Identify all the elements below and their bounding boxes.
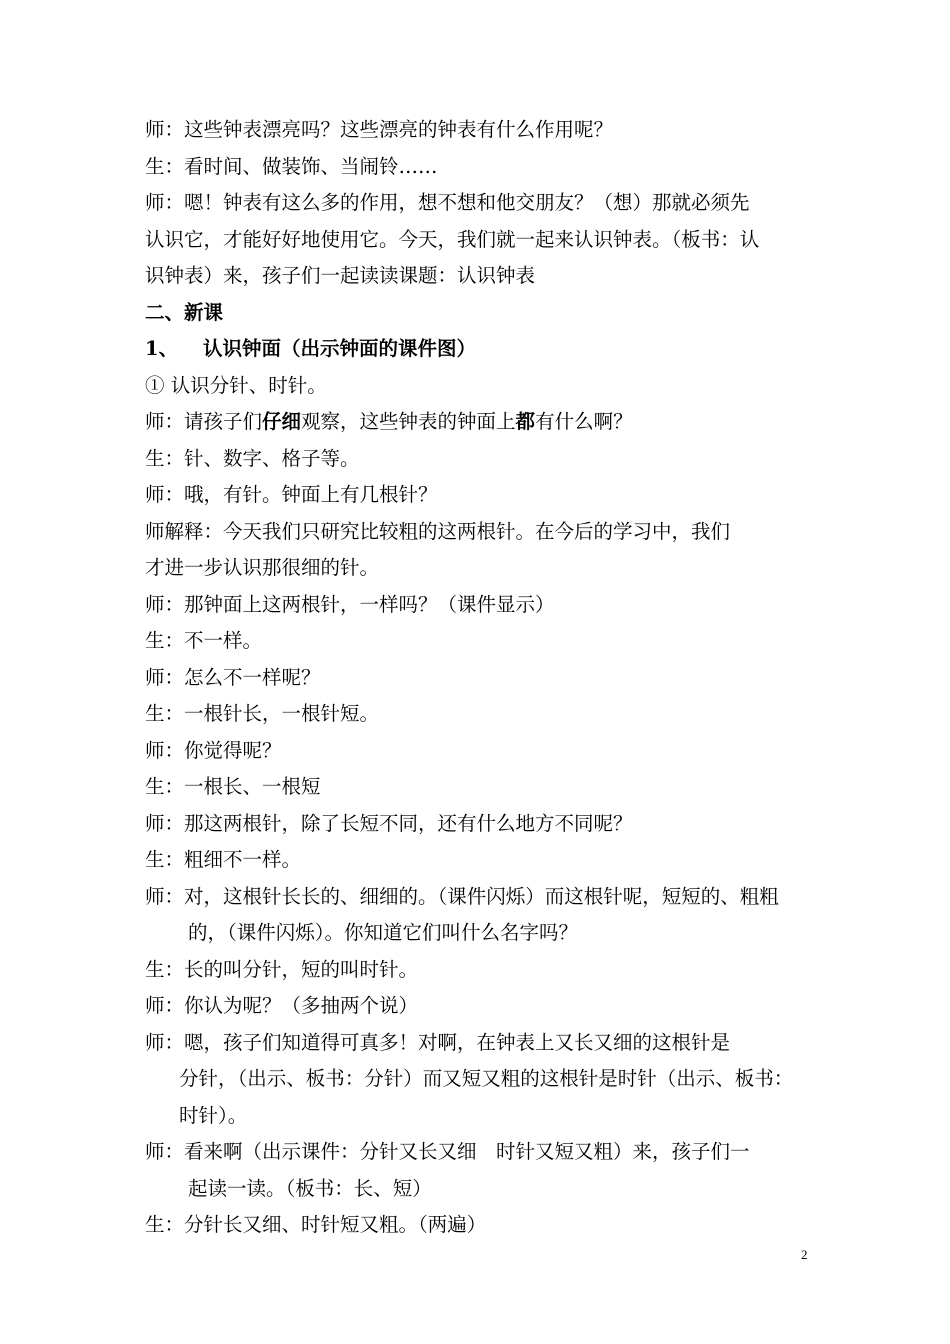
dialogue-line: 师：你认为呢？（多抽两个说） bbox=[145, 994, 419, 1017]
dialogue-line: 生：长的叫分针，短的叫时针。 bbox=[145, 957, 419, 981]
dialogue-line: 师：哦，有针。钟面上有几根针？ bbox=[145, 483, 438, 506]
dialogue-line: 师解释：今天我们只研究比较粗的这两根针。在今后的学习中，我们 bbox=[145, 519, 731, 543]
subheading-text: 认识钟面（出示钟面的课件图） bbox=[203, 337, 477, 360]
dialogue-line: 师：嗯！钟表有这么多的作用，想不想和他交朋友？（想）那就必须先 bbox=[145, 191, 750, 214]
dialogue-line: 生：不一样。 bbox=[145, 629, 263, 652]
dialogue-line: 认识它，才能好好地使用它。今天，我们就一起来认识钟表。（板书：认 bbox=[145, 227, 760, 251]
dialogue-line: 师：你觉得呢？ bbox=[145, 738, 282, 762]
page-number: 2 bbox=[801, 1247, 808, 1262]
bold-text: 都 bbox=[515, 410, 536, 433]
dialogue-line: 生：分针长又细、时针短又粗。（两遍） bbox=[145, 1213, 487, 1236]
bold-text: 仔细 bbox=[262, 410, 302, 433]
text-run: 观察，这些钟表的钟面上 bbox=[301, 410, 516, 433]
dialogue-line: 师：这些钟表漂亮吗？这些漂亮的钟表有什么作用呢？ bbox=[145, 118, 614, 141]
subheading-number: 1、 bbox=[145, 337, 179, 360]
dialogue-line: 生：一根针长，一根针短。 bbox=[145, 702, 380, 725]
subheading bbox=[145, 331, 815, 368]
text-run: 师：请孩子们 bbox=[145, 410, 263, 433]
dialogue-line: 起读一读。（板书：长、短） bbox=[188, 1176, 432, 1200]
dialogue-line: 师：那钟面上这两根针，一样吗？（课件显示） bbox=[145, 592, 555, 616]
document-body bbox=[145, 112, 815, 1244]
dialogue-line: 的，（课件闪烁）。你知道它们叫什么名字吗？ bbox=[188, 921, 579, 944]
dialogue-line: 师：嗯，孩子们知道得可真多！对啊，在钟表上又长又细的这根针是 bbox=[145, 1030, 731, 1054]
dialogue-line: 才进一步认识那很细的针。 bbox=[145, 556, 380, 579]
dialogue-line: 师：那这两根针，除了长短不同，还有什么地方不同呢？ bbox=[145, 811, 633, 835]
list-item: ① 认识分针、时针。 bbox=[145, 373, 327, 397]
dialogue-line: 生：看时间、做装饰、当闹铃…… bbox=[145, 154, 438, 178]
dialogue-line: 生：针、数字、格子等。 bbox=[145, 446, 360, 470]
dialogue-line: 师：看来啊（出示课件：分针又长又细 时针又短又粗）来，孩子们一 bbox=[145, 1140, 750, 1163]
dialogue-line: 师：对，这根针长长的、细细的。（课件闪烁）而这根针呢，短短的、粗粗 bbox=[145, 884, 779, 908]
section-heading: 二、新课 bbox=[145, 300, 224, 324]
dialogue-line: 识钟表）来，孩子们一起读读课题：认识钟表 bbox=[145, 264, 536, 287]
dialogue-line: 生：一根长、一根短 bbox=[145, 775, 321, 798]
dialogue-line: 师：怎么不一样呢？ bbox=[145, 665, 321, 689]
dialogue-line bbox=[145, 404, 815, 441]
text-run: 有什么啊？ bbox=[535, 410, 633, 433]
dialogue-line: 时针）。 bbox=[179, 1103, 248, 1127]
dialogue-line: 生：粗细不一样。 bbox=[145, 848, 302, 871]
dialogue-line: 分针，（出示、板书：分针）而又短又粗的这根针是时针（出示、板书： bbox=[179, 1067, 794, 1090]
